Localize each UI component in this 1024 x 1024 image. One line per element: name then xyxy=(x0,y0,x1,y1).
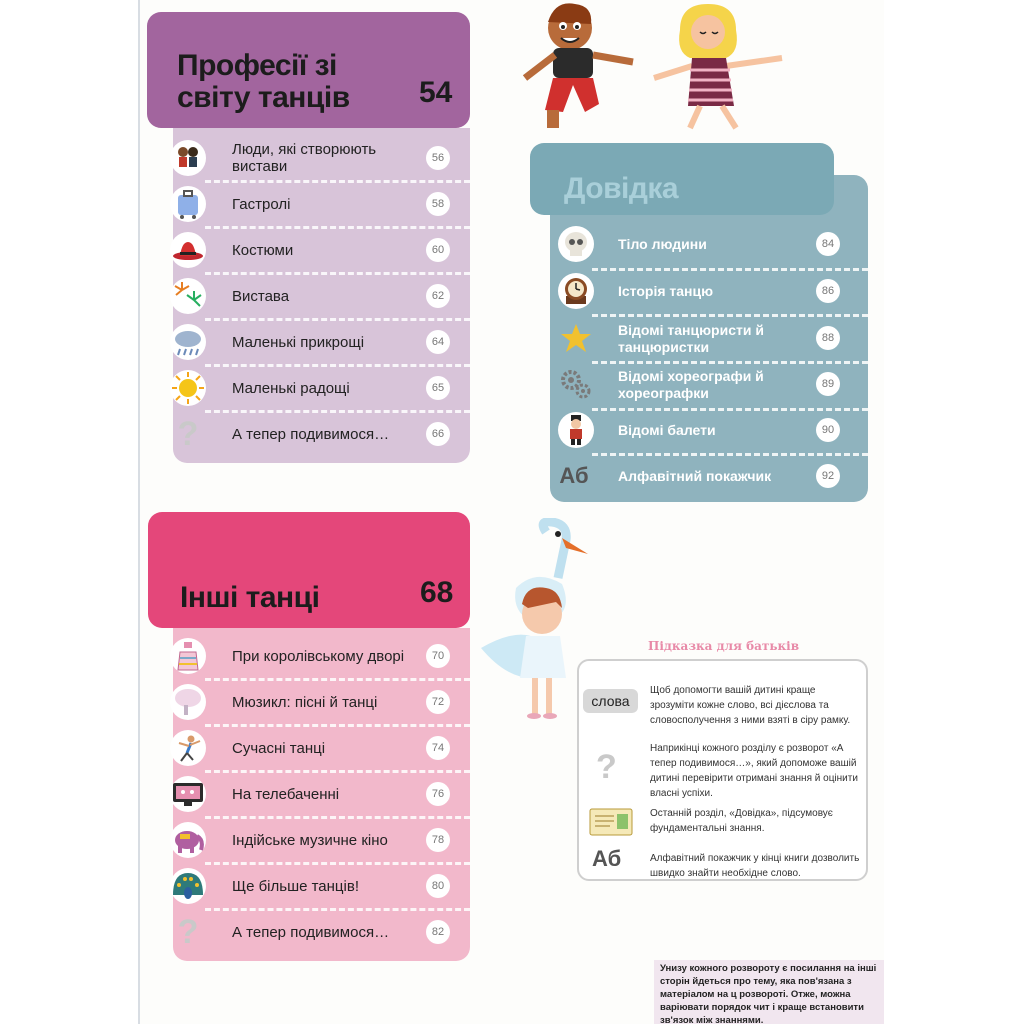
toc-page: 92 xyxy=(816,464,840,488)
toc-row[interactable] xyxy=(150,230,470,270)
toc-row[interactable] xyxy=(150,912,470,952)
star-icon xyxy=(558,320,594,356)
toc-label: Вистава xyxy=(232,288,290,305)
perfume-icon xyxy=(170,638,206,674)
toc-page: 76 xyxy=(426,782,450,806)
toc-label: Мюзикл: пісні й танці xyxy=(232,694,378,711)
toc-row[interactable] xyxy=(550,410,868,450)
section-title-line1: Професії зі xyxy=(177,49,337,82)
toc-row[interactable] xyxy=(150,728,470,768)
toc-label: Маленькі прикрощі xyxy=(232,334,365,351)
other-dances-header[interactable] xyxy=(148,512,470,628)
divider xyxy=(205,364,470,367)
toc-page: 74 xyxy=(426,736,450,760)
toc-label: Люди, які створюють вистави xyxy=(232,141,377,175)
sun-icon xyxy=(170,370,206,406)
toc-page: 86 xyxy=(816,279,840,303)
toc-page: 70 xyxy=(426,644,450,668)
toc-label: На телебаченні xyxy=(232,786,340,803)
toc-row[interactable] xyxy=(150,866,470,906)
toc-label: Костюми xyxy=(232,242,294,259)
rain-cloud-icon xyxy=(170,324,206,360)
tip-title: Підказка для батьків xyxy=(648,639,800,653)
section-page-number: 54 xyxy=(419,76,453,109)
dancer-icon xyxy=(170,730,206,766)
toc-label: Маленькі радощі xyxy=(232,380,350,397)
toc-row[interactable] xyxy=(550,271,868,311)
section-title: Довідка xyxy=(564,172,679,205)
divider xyxy=(205,226,470,229)
toc-label: Відомі балети xyxy=(618,422,716,438)
toc-row[interactable] xyxy=(150,368,470,408)
suitcase-icon xyxy=(170,186,206,222)
clock-icon xyxy=(558,273,594,309)
toc-label: Алфавітний покажчик xyxy=(618,468,772,484)
toc-page: 60 xyxy=(426,238,450,262)
boy-dancer-illustration xyxy=(515,0,640,130)
divider xyxy=(205,770,470,773)
divider xyxy=(205,272,470,275)
toc-row[interactable] xyxy=(150,820,470,860)
reference-header[interactable] xyxy=(530,143,834,215)
toc-label: Історія танцю xyxy=(618,283,714,299)
toc-label: Сучасні танці xyxy=(232,740,326,757)
divider xyxy=(205,862,470,865)
toc-page: 65 xyxy=(426,376,450,400)
toc-label: Відомі танцюристи й танцюристки xyxy=(618,322,764,355)
section-page-number: 68 xyxy=(420,576,454,609)
tip-paragraph-3: Останній розділ, «Довідка», підсумовує фундаментальні знання. xyxy=(650,808,833,834)
tip-paragraph-4: Алфавітний покажчик у кінці книги дозволить швидко знайти необхідне слово. xyxy=(650,853,860,879)
toc-row[interactable] xyxy=(150,184,470,224)
toc-page: 66 xyxy=(426,422,450,446)
toc-row[interactable] xyxy=(550,456,868,496)
toc-row[interactable] xyxy=(550,318,868,358)
divider xyxy=(205,180,470,183)
question-icon: ? xyxy=(177,912,199,951)
divider xyxy=(592,314,868,317)
nutcracker-icon xyxy=(558,412,594,448)
gears-icon xyxy=(558,366,594,402)
toc-label: Відомі хореографи й хореографки xyxy=(618,368,764,401)
toc-page: 72 xyxy=(426,690,450,714)
toc-label: А тепер подивимося… xyxy=(232,924,390,941)
girl-dancer-illustration xyxy=(650,0,785,130)
toc-label: Індійське музичне кіно xyxy=(232,832,388,849)
professions-header[interactable] xyxy=(147,12,470,128)
people-icon xyxy=(170,140,206,176)
toc-page: 58 xyxy=(426,192,450,216)
tv-icon xyxy=(170,776,206,812)
toc-page: 88 xyxy=(816,326,840,350)
hat-icon xyxy=(170,232,206,268)
toc-page: 62 xyxy=(426,284,450,308)
divider xyxy=(205,908,470,911)
divider xyxy=(205,816,470,819)
toc-label: При королівському дворі xyxy=(232,648,405,665)
toc-row[interactable] xyxy=(550,224,868,264)
toc-row[interactable] xyxy=(150,138,470,178)
toc-row[interactable] xyxy=(150,276,470,316)
toc-page: 89 xyxy=(816,372,840,396)
fireworks-icon xyxy=(170,278,206,314)
toc-row[interactable] xyxy=(150,322,470,362)
tip-paragraph-1: Щоб допомогти вашій дитині краще зрозуміти кожне слово, всі дієслова та словосполучення з ними взяті в сіру рамку. xyxy=(650,685,851,726)
toc-row[interactable] xyxy=(150,774,470,814)
toc-label: Тіло людини xyxy=(618,236,707,252)
question-icon: ? xyxy=(177,414,199,453)
footer-note: Унизу кожного розвороту є посилання на інші сторін йдеться про тему, яка пов'язана з матеріалом на ц розвороті. Отже, можна варіювати порядок чит і краще встановити зв'язок між знаннями. xyxy=(660,963,877,1024)
divider xyxy=(205,410,470,413)
toc-label: Ще більше танців! xyxy=(232,878,359,895)
toc-page: 82 xyxy=(426,920,450,944)
toc-label: А тепер подивимося… xyxy=(232,426,390,443)
toc-page: 80 xyxy=(426,874,450,898)
toc-page: 64 xyxy=(426,330,450,354)
section-title: Інші танці xyxy=(180,581,320,614)
page-margin-left xyxy=(0,0,140,1024)
tip-paragraph-2: Наприкінці кожного розділу є розворот «А тепер подивимося…», який допоможе вашій дитині перевірити отримані знання й оцінити власні успіхи. xyxy=(650,743,858,799)
ab-icon: Аб xyxy=(559,463,589,488)
toc-page: 90 xyxy=(816,418,840,442)
skull-icon xyxy=(558,226,594,262)
toc-page: 56 xyxy=(426,146,450,170)
speech-bubble-icon xyxy=(170,684,206,720)
question-icon: ? xyxy=(596,748,617,786)
toc-page: 78 xyxy=(426,828,450,852)
divider xyxy=(205,318,470,321)
toc-row[interactable] xyxy=(150,682,470,722)
toc-row[interactable] xyxy=(550,364,868,404)
ab-icon: Аб xyxy=(592,846,622,871)
toc-row[interactable] xyxy=(150,636,470,676)
elephant-icon xyxy=(170,822,206,858)
divider xyxy=(205,724,470,727)
divider xyxy=(205,678,470,681)
toc-page: 84 xyxy=(816,232,840,256)
page-margin-right xyxy=(884,0,1024,1024)
toc-row[interactable] xyxy=(150,414,470,454)
certificate-icon xyxy=(588,806,634,838)
section-title-line2: світу танців xyxy=(177,81,350,114)
slova-badge: слова xyxy=(583,689,638,713)
peacock-icon xyxy=(170,868,206,904)
toc-label: Гастролі xyxy=(232,196,291,213)
